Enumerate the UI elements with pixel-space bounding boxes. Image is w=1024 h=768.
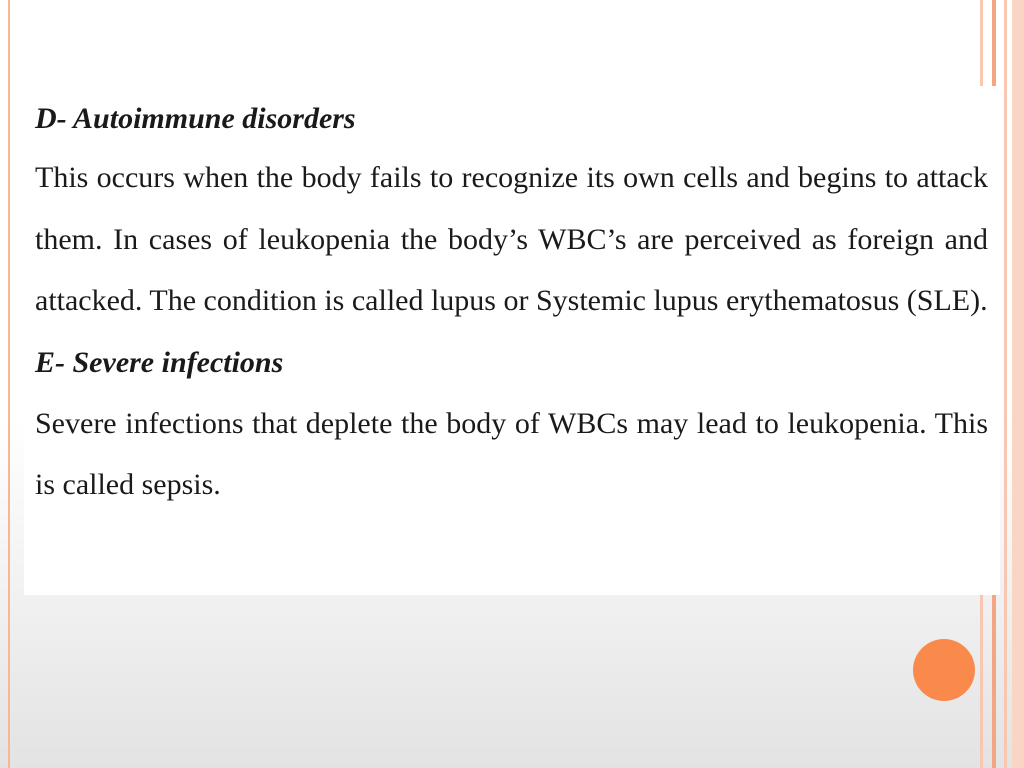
content-box <box>24 86 1000 595</box>
section-body-autoimmune: This occurs when the body fails to recognize its own cells and begins to attack them. In cases of leukopenia the body’s WBC’s are perceived as foreign and attacked. The condition is called lupus or Systemic lupus erythematosus (SLE). <box>35 161 988 317</box>
section-heading-infections: E- Severe infections <box>35 345 284 379</box>
left-decorative-line <box>8 0 10 768</box>
right-decorative-bar <box>1012 0 1024 768</box>
section-heading-autoimmune: D- Autoimmune disorders <box>35 102 356 135</box>
section-body-infections: Severe infections that deplete the body of WBCs may lead to leukopenia. This is called sepsis. <box>35 406 988 501</box>
decorative-orange-circle <box>913 639 975 701</box>
right-decorative-bar <box>1004 0 1007 768</box>
